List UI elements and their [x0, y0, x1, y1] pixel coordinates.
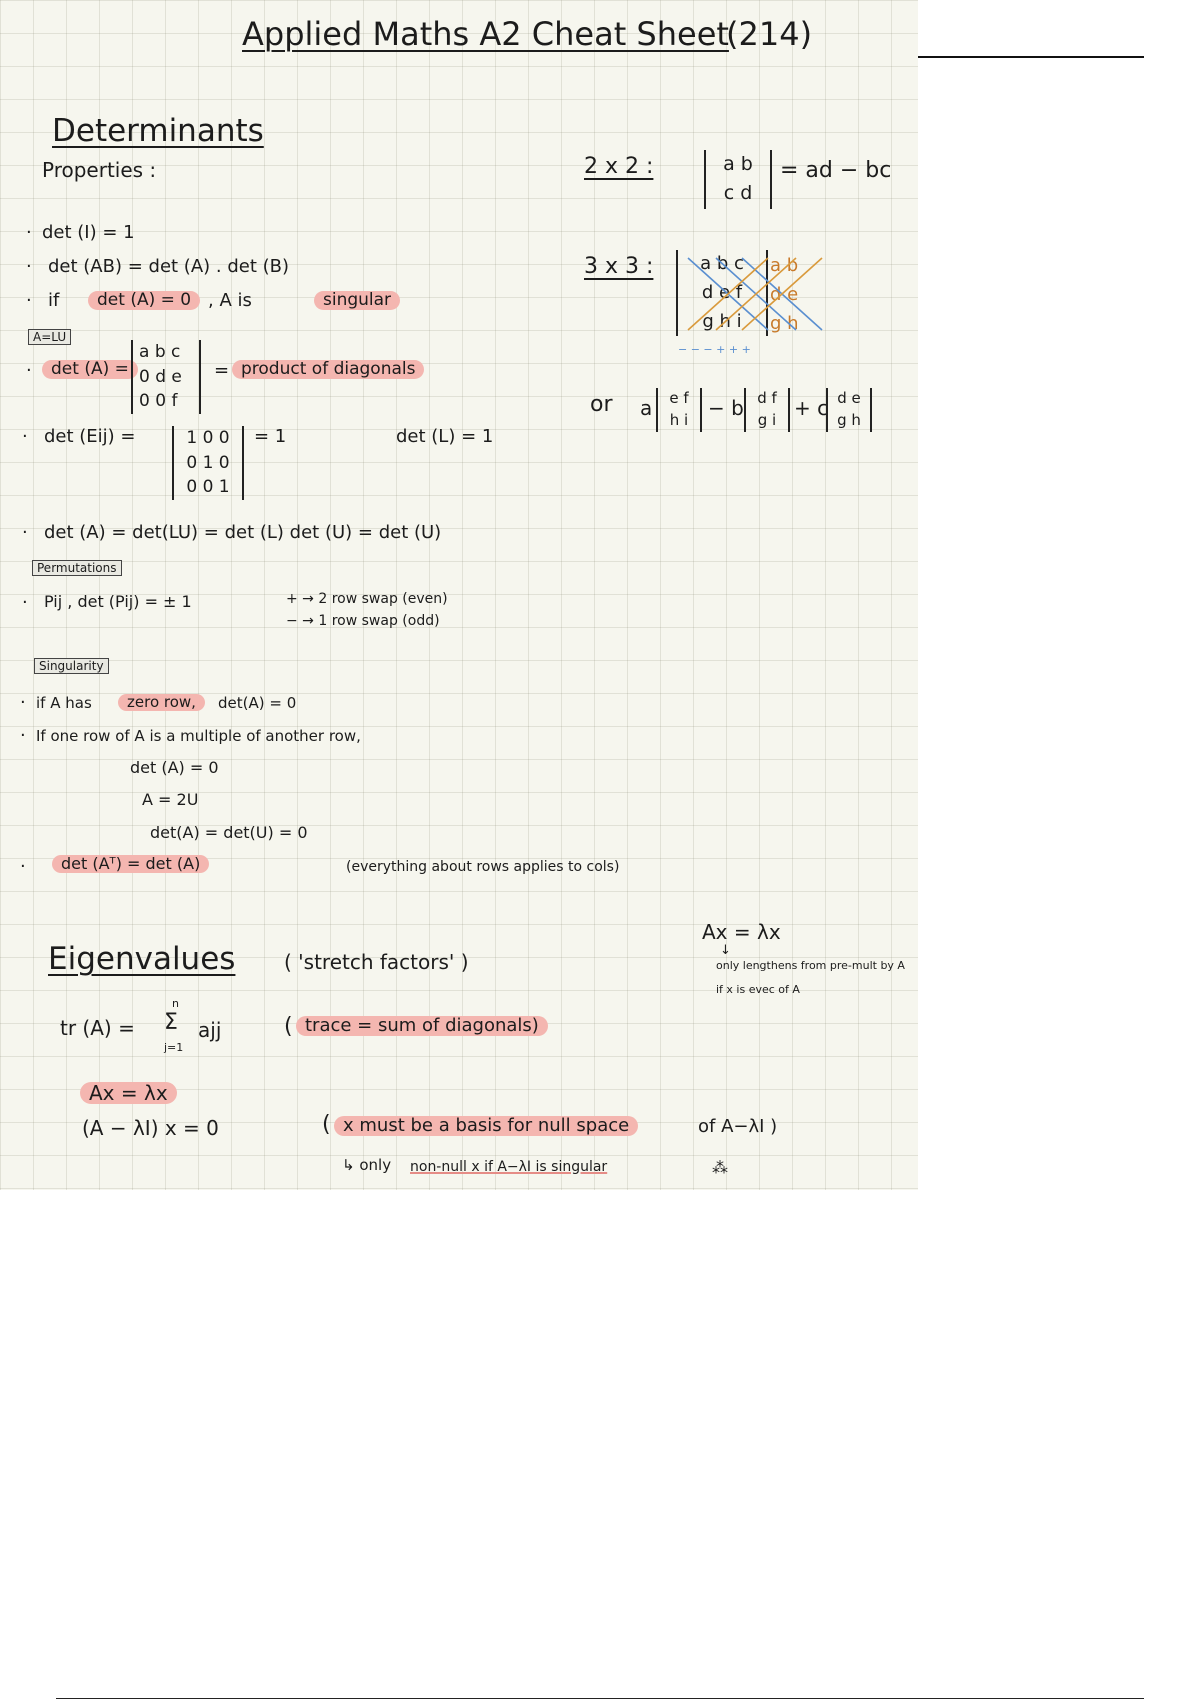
equals-sign: =	[214, 360, 230, 381]
highlight-eigen-equation: Ax = λx	[80, 1082, 177, 1104]
determinants-heading: Determinants	[52, 113, 264, 149]
two-by-two-result: = ad − bc	[780, 158, 892, 183]
matrix-row: d e	[837, 389, 861, 407]
highlight-null-space: x must be a basis for null space	[334, 1116, 638, 1136]
note-singular: non-null x if A−λI is singular	[410, 1159, 608, 1175]
bullet: ·	[20, 856, 26, 877]
side-note-1: only lengthens from pre-mult by A	[716, 959, 905, 972]
multiple-row-line: If one row of A is a multiple of another row,	[36, 727, 361, 745]
page-number: (214)	[726, 15, 813, 53]
highlight-transpose: det (Aᵀ) = det (A)	[52, 855, 209, 873]
tag-permutations: Permutations	[32, 560, 122, 576]
rule-identity: det (I) = 1	[42, 222, 135, 243]
matrix-row: e f	[669, 389, 689, 407]
characteristic-equation: (A − λI) x = 0	[82, 1116, 219, 1140]
sum-upper-limit: n	[172, 997, 179, 1010]
two-by-two-label: 2 x 2 :	[584, 154, 654, 179]
bullet: ·	[26, 360, 32, 381]
trace-lhs: tr (A) =	[60, 1016, 135, 1040]
cofactor-b: − b	[708, 396, 744, 420]
matrix-row: g h	[837, 410, 861, 429]
minor-c	[826, 388, 872, 432]
basis-rest: of A−λI )	[698, 1116, 778, 1137]
elementary-det: det (Eij) =	[44, 426, 136, 447]
matrix-row: d e f	[701, 281, 743, 303]
cofactor-a: a	[640, 396, 653, 420]
matrix-row: a b	[770, 255, 799, 276]
minor-a	[656, 388, 702, 432]
three-by-three-label: 3 x 3 :	[584, 254, 654, 279]
matrix-row: g h	[770, 312, 799, 334]
identity-matrix	[172, 426, 244, 500]
zero-row-suffix: det(A) = 0	[218, 694, 297, 712]
matrix-row: a b c	[700, 253, 744, 274]
sum-symbol: Σ	[164, 1010, 178, 1035]
sarrus-signs: − − − + + +	[678, 343, 751, 356]
transpose-note: (everything about rows applies to cols)	[346, 859, 620, 875]
highlight-singular: singular	[314, 291, 400, 310]
elementary-result: = 1	[254, 426, 287, 447]
bullet: ·	[20, 725, 26, 746]
matrix-row: 0 1 0	[186, 452, 230, 473]
header-rule	[918, 56, 1144, 58]
singular-step-3: det(A) = det(U) = 0	[150, 823, 308, 842]
minor-b	[744, 388, 790, 432]
lu-line: det (A) = det(LU) = det (L) det (U) = det (U)	[44, 522, 442, 543]
zero-row-prefix: if A has	[36, 694, 92, 712]
eigenvalues-heading: Eigenvalues	[48, 941, 236, 977]
highlight-det-zero: det (A) = 0	[88, 291, 200, 310]
matrix-row: d e	[770, 283, 799, 305]
perm-even: + → 2 row swap (even)	[286, 591, 448, 607]
tag-lu: A=LU	[28, 329, 71, 345]
or-label: or	[590, 392, 613, 417]
bullet: ·	[26, 222, 32, 243]
matrix-row: a b	[723, 153, 753, 175]
matrix-row: a b c	[139, 342, 181, 362]
matrix-row: 0 0 f	[139, 391, 178, 412]
permutation-line: Pij , det (Pij) = ± 1	[44, 592, 192, 611]
down-arrow: ↓	[720, 943, 731, 958]
matrix-row: g h i	[702, 310, 742, 332]
rule-singular-mid: , A is	[208, 290, 252, 311]
matrix-row: h i	[669, 410, 689, 429]
cofactor-c: + c	[794, 396, 829, 420]
highlight-upper-det: det (A) =	[42, 360, 138, 379]
perm-odd: − → 1 row swap (odd)	[286, 613, 440, 629]
eigenvalues-subtitle: ( 'stretch factors' )	[284, 950, 469, 974]
highlight-product-diagonals: product of diagonals	[232, 360, 424, 379]
sarrus-diagonals	[676, 250, 826, 350]
matrix-row: d f	[757, 389, 777, 407]
lower-det: det (L) = 1	[396, 426, 494, 447]
highlight-zero-row-text: zero row,	[118, 694, 205, 711]
matrix-row: g i	[757, 410, 777, 429]
singular-step-2: A = 2U	[142, 790, 199, 809]
bullet: ·	[22, 522, 28, 543]
bullet: ·	[26, 256, 32, 277]
bullet: ·	[20, 692, 26, 713]
side-eigen-equation: Ax = λx	[702, 920, 781, 944]
sum-lower-limit: j=1	[164, 1041, 184, 1054]
note-star: ⁂	[712, 1158, 728, 1177]
rule-product: det (AB) = det (A) . det (B)	[48, 256, 289, 277]
footer-rule	[56, 1698, 1144, 1699]
upper-triangular-matrix	[131, 340, 201, 414]
properties-label: Properties :	[42, 158, 157, 182]
basis-open-paren: (	[322, 1112, 331, 1137]
matrix-row: 0 d e	[139, 366, 182, 387]
highlight-trace: trace = sum of diagonals)	[296, 1016, 548, 1036]
matrix-row: 1 0 0	[186, 428, 230, 448]
trace-term: ajj	[198, 1018, 222, 1042]
page-title: Applied Maths A2 Cheat Sheet	[242, 15, 729, 53]
bullet: ·	[26, 290, 32, 311]
matrix-row: 0 0 1	[186, 477, 230, 498]
trace-open-paren: (	[284, 1014, 293, 1039]
rule-singular-if: if	[48, 290, 60, 311]
side-note-2: if x is evec of A	[716, 983, 800, 996]
note-prefix: ↳ only	[342, 1156, 392, 1174]
bullet: ·	[22, 426, 28, 447]
tag-singularity: Singularity	[34, 658, 109, 674]
singular-step-1: det (A) = 0	[130, 758, 219, 777]
matrix-row: c d	[723, 182, 753, 205]
bullet: ·	[22, 592, 28, 613]
two-by-two-matrix	[704, 150, 772, 209]
